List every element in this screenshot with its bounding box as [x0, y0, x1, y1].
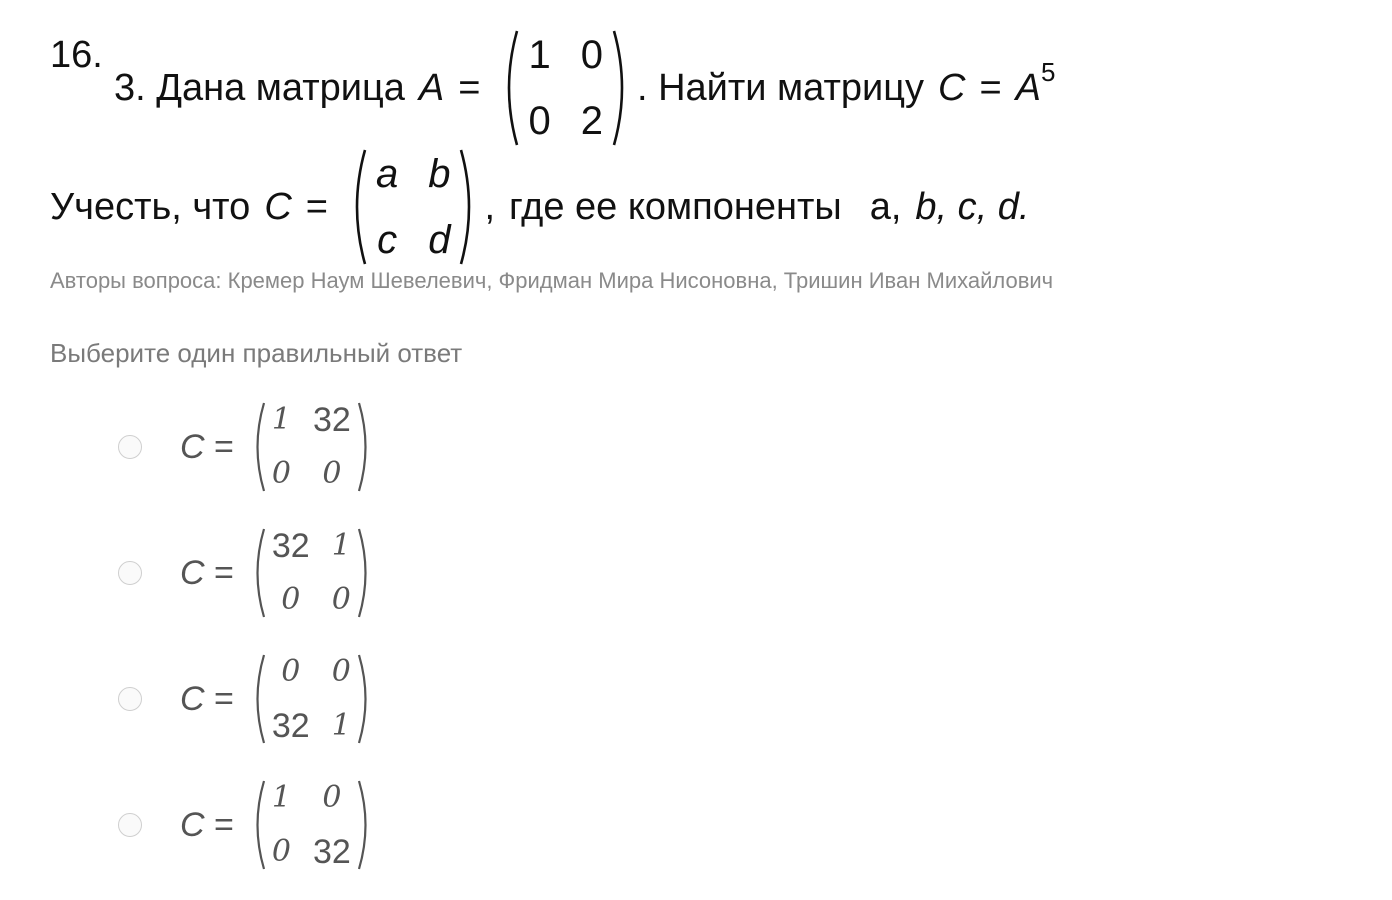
- matrix-cell: 0: [271, 834, 291, 869]
- option-eq: =: [214, 553, 234, 592]
- matrix-cell: 1: [331, 528, 351, 563]
- matrix-cell: 0: [281, 654, 301, 689]
- matrix-cell: 32: [312, 833, 351, 871]
- option-matrix: [250, 519, 373, 627]
- equals-sign: =: [305, 185, 328, 228]
- left-paren-icon: [250, 527, 266, 619]
- components-rest: b, c, d.: [915, 185, 1030, 228]
- option-lhs: C: [180, 805, 205, 844]
- option-matrix: [250, 645, 373, 753]
- matrix-c-cell: c: [377, 218, 398, 262]
- question-mid-text: . Найти матрицу: [636, 66, 925, 109]
- matrix-c-cell: b: [428, 152, 451, 196]
- matrix-a-cell: 1: [528, 33, 551, 77]
- left-paren-icon: [250, 779, 266, 871]
- matrix-cell: 0: [331, 582, 351, 617]
- right-paren-icon: [458, 147, 478, 267]
- option-lhs: C: [180, 553, 205, 592]
- answer-option-3[interactable]: [118, 649, 379, 749]
- question-line2-text: где ее компоненты: [509, 185, 842, 228]
- right-paren-icon: [357, 653, 373, 745]
- answer-instruction: Выберите один правильный ответ: [50, 338, 463, 368]
- left-paren-icon: [348, 147, 368, 267]
- right-paren-icon: [357, 527, 373, 619]
- option-lhs: C: [180, 427, 205, 466]
- matrix-cell: 1: [271, 780, 291, 815]
- option-eq: =: [214, 427, 234, 466]
- matrix-cell: 0: [322, 456, 342, 491]
- c-symbol: C: [264, 185, 292, 228]
- matrix-c-cell: d: [428, 218, 451, 262]
- question-authors: Авторы вопроса: Кремер Наум Шевелевич, Фридман Мира Нисоновна, Тришин Иван Михайлович: [50, 268, 1054, 293]
- equals-sign: =: [458, 66, 481, 109]
- radio-button[interactable]: [118, 435, 142, 459]
- matrix-a-cell: 2: [580, 99, 603, 143]
- right-paren-icon: [611, 28, 631, 148]
- option-label: [180, 771, 379, 879]
- answer-option-1[interactable]: [118, 397, 379, 497]
- answer-option-4[interactable]: [118, 775, 379, 875]
- matrix-cell: 0: [271, 456, 291, 491]
- power-base: A: [1015, 66, 1042, 109]
- components-first: a,: [869, 185, 902, 228]
- radio-button[interactable]: [118, 813, 142, 837]
- equals-sign: =: [979, 66, 1002, 109]
- option-eq: =: [214, 805, 234, 844]
- matrix-cell: 0: [331, 654, 351, 689]
- matrix-c-cell: a: [375, 152, 399, 196]
- question-number: 16.: [50, 34, 103, 76]
- matrix-cell: 32: [312, 401, 351, 439]
- matrix-a-cell: 0: [528, 99, 551, 143]
- left-paren-icon: [250, 653, 266, 745]
- left-paren-icon: [500, 28, 520, 148]
- matrix-cell: 32: [271, 707, 310, 745]
- left-paren-icon: [250, 401, 266, 493]
- matrix-a: [500, 22, 631, 154]
- answer-option-2[interactable]: [118, 523, 379, 623]
- option-eq: =: [214, 679, 234, 718]
- option-label: [180, 645, 379, 753]
- question-line-1: [114, 28, 1056, 148]
- option-lhs: C: [180, 679, 205, 718]
- matrix-cell: 32: [271, 527, 310, 565]
- question-lead: 3. Дана матрица: [114, 66, 405, 109]
- matrix-a-cell: 0: [580, 33, 603, 77]
- right-paren-icon: [357, 401, 373, 493]
- option-matrix: [250, 393, 373, 501]
- matrix-c: [348, 141, 479, 273]
- matrix-cell: 0: [322, 780, 342, 815]
- c-symbol: C: [938, 66, 966, 109]
- option-label: [180, 393, 379, 501]
- right-paren-icon: [357, 779, 373, 871]
- matrix-cell: 0: [281, 582, 301, 617]
- power-exponent: 5: [1041, 56, 1056, 87]
- radio-button[interactable]: [118, 687, 142, 711]
- matrix-a-symbol: A: [418, 66, 445, 109]
- line2-comma: ,: [484, 185, 496, 228]
- matrix-cell: 1: [331, 708, 351, 743]
- question-line-2: [50, 148, 1029, 266]
- radio-button[interactable]: [118, 561, 142, 585]
- option-matrix: [250, 771, 373, 879]
- question-line2-lead: Учесть, что: [50, 185, 251, 228]
- option-label: [180, 519, 379, 627]
- matrix-cell: 1: [271, 402, 291, 437]
